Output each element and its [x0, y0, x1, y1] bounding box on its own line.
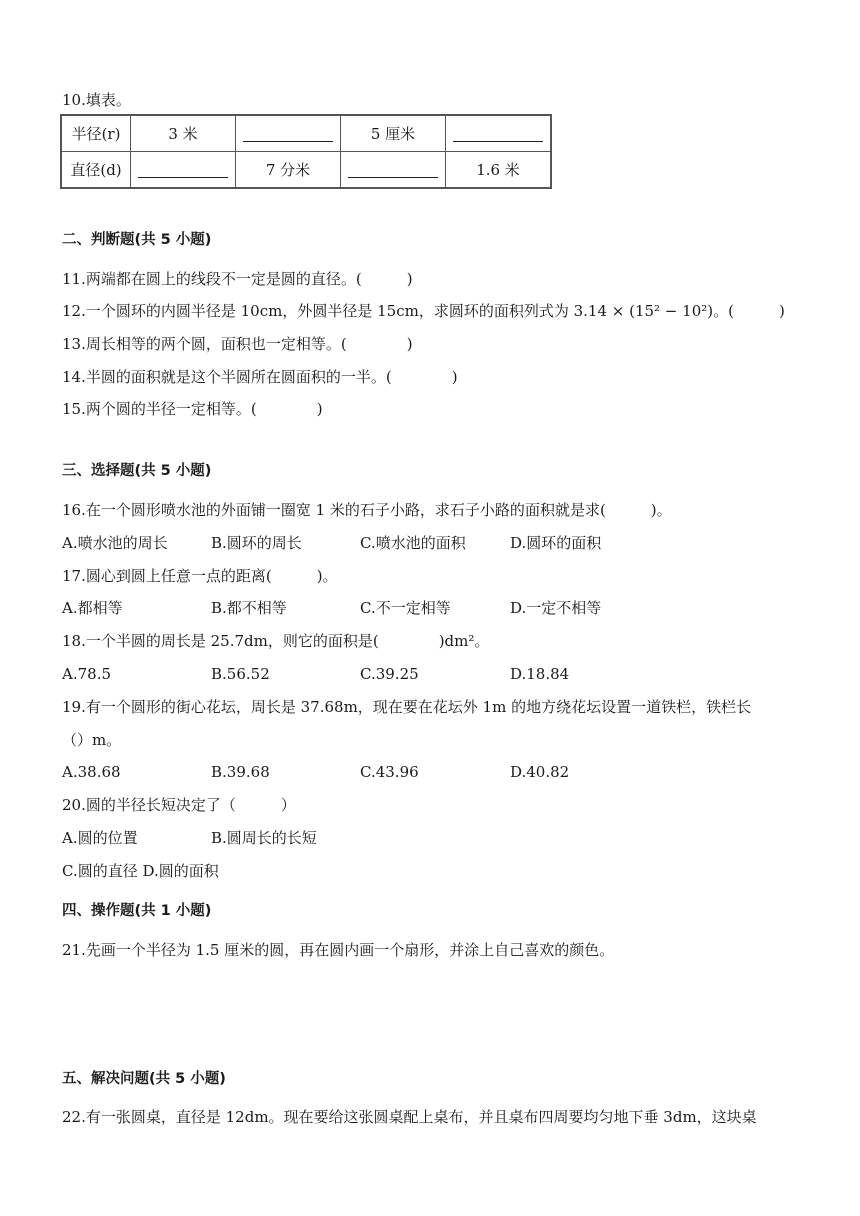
q20-option-b[interactable]: B.圆周长的长短: [211, 829, 317, 847]
q11: 11.两端都在圆上的线段不一定是圆的直径。( ): [62, 270, 413, 288]
q16: 16.在一个圆形喷水池的外面铺一圈宽 1 米的石子小路，求石子小路的面积就是求( )。: [62, 501, 672, 519]
q13: 13.周长相等的两个圆，面积也一定相等。( ): [62, 335, 413, 353]
q18-option-d[interactable]: D.18.84: [510, 665, 570, 683]
q20-option-a[interactable]: A.圆的位置: [62, 829, 138, 847]
cell-r1c4[interactable]: [446, 115, 552, 152]
q20-options-row2[interactable]: C.圆的直径 D.圆的面积: [62, 862, 219, 880]
q18: 18.一个半圆的周长是 25.7dm，则它的面积是( )dm²。: [62, 632, 490, 650]
row-header-diameter: 直径(d): [61, 152, 131, 189]
cell-r2c3[interactable]: [341, 152, 446, 189]
q14: 14.半圆的面积就是这个半圆所在圆面积的一半。( ): [62, 368, 458, 386]
q17-option-b[interactable]: B.都不相等: [211, 599, 287, 617]
q10-title: 10.填表。: [62, 91, 131, 109]
cell-r2c4: 1.6 米: [446, 152, 552, 189]
q17: 17.圆心到圆上任意一点的距离( )。: [62, 567, 338, 585]
q20: 20.圆的半径长短决定了（ ）: [62, 796, 296, 814]
cell-r1c2[interactable]: [236, 115, 341, 152]
q17-option-a[interactable]: A.都相等: [62, 599, 123, 617]
q21: 21.先画一个半径为 1.5 厘米的圆，再在圆内画一个扇形，并涂上自己喜欢的颜色。: [62, 941, 615, 959]
q15: 15.两个圆的半径一定相等。( ): [62, 400, 323, 418]
q19-option-d[interactable]: D.40.82: [510, 763, 570, 781]
section2-heading: 二、判断题(共 5 小题): [62, 232, 212, 248]
q19-option-c[interactable]: C.43.96: [360, 763, 419, 781]
q12: 12.一个圆环的内圆半径是 10cm，外圆半径是 15cm，求圆环的面积列式为 3.14 × (15² − 10²)。( ): [62, 302, 785, 320]
q19-option-b[interactable]: B.39.68: [211, 763, 270, 781]
cell-r1c3: 5 厘米: [341, 115, 446, 152]
cell-r2c1[interactable]: [131, 152, 236, 189]
table-row-radius: [61, 115, 551, 152]
q19-option-a[interactable]: A.38.68: [62, 763, 121, 781]
q19-line2: （）m。: [62, 731, 122, 749]
q18-option-b[interactable]: B.56.52: [211, 665, 270, 683]
q16-option-c[interactable]: C.喷水池的面积: [360, 534, 466, 552]
section5-heading: 五、解决问题(共 5 小题): [62, 1071, 226, 1087]
q19-line1: 19.有一个圆形的街心花坛，周长是 37.68m，现在要在花坛外 1m 的地方绕花坛设置一道铁栏，铁栏长: [62, 698, 752, 716]
section3-heading: 三、选择题(共 5 小题): [62, 463, 212, 479]
cell-r2c2: 7 分米: [236, 152, 341, 189]
q17-option-d[interactable]: D.一定不相等: [510, 599, 602, 617]
q18-option-c[interactable]: C.39.25: [360, 665, 419, 683]
fill-table: [60, 114, 552, 189]
q17-option-c[interactable]: C.不一定相等: [360, 599, 451, 617]
q16-option-a[interactable]: A.喷水池的周长: [62, 534, 168, 552]
row-header-radius: 半径(r): [61, 115, 131, 152]
table-row-diameter: [61, 152, 551, 189]
cell-r1c1: 3 米: [131, 115, 236, 152]
section4-heading: 四、操作题(共 1 小题): [62, 903, 212, 919]
q18-option-a[interactable]: A.78.5: [62, 665, 111, 683]
q16-option-b[interactable]: B.圆环的周长: [211, 534, 302, 552]
q16-option-d[interactable]: D.圆环的面积: [510, 534, 602, 552]
q22: 22.有一张圆桌，直径是 12dm。现在要给这张圆桌配上桌布，并且桌布四周要均匀地下垂 3dm，这块桌: [62, 1108, 757, 1126]
